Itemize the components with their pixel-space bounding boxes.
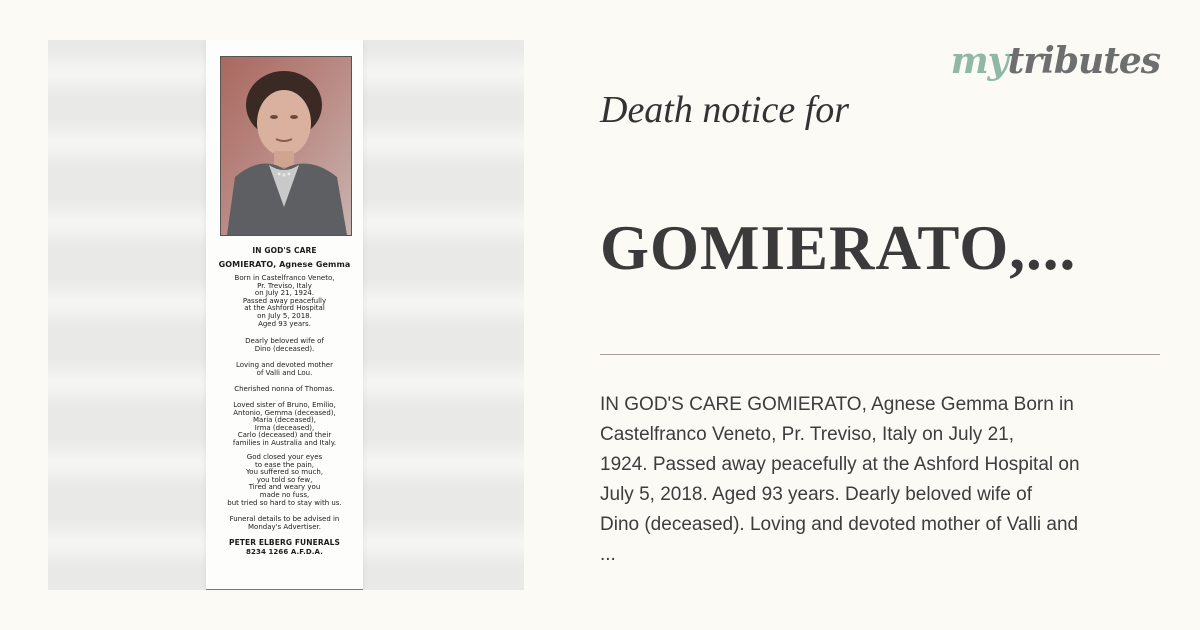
divider <box>600 354 1160 355</box>
excerpt-line: IN GOD'S CARE GOMIERATO, Agnese Gemma Born in <box>600 394 1074 415</box>
excerpt-line: 1924. Passed away peacefully at the Ashford Hospital on <box>600 454 1080 475</box>
mytributes-logo[interactable] <box>951 40 1160 82</box>
notice-image <box>48 40 524 590</box>
logo-prefix: my <box>950 40 1008 82</box>
deceased-name: GOMIERATO,... <box>600 213 1077 283</box>
notice-nonna-block: Cherished nonna of Thomas. <box>234 385 335 393</box>
excerpt-line: Castelfranco Veneto, Pr. Treviso, Italy on July 21, <box>600 424 1014 445</box>
notice-name: GOMIERATO, Agnese Gemma <box>218 260 351 269</box>
logo-suffix: tributes <box>1007 40 1160 82</box>
excerpt-line: Dino (deceased). Loving and devoted mother of Valli and <box>600 514 1079 535</box>
notice-header: IN GOD'S CARE <box>252 246 317 255</box>
page-heading: Death notice for <box>600 89 850 131</box>
clipping-bottom-rule <box>206 589 363 590</box>
notice-wife-block: Dearly beloved wife of Dino (deceased). <box>245 337 324 353</box>
excerpt-line: ... <box>600 544 616 565</box>
notice-birth-block: Born in Castelfranco Veneto, Pr. Treviso, Italy on July 21, 1924. Passed away peacefully at the Ashford Hospital on July 5, 2018. Aged 93 years. <box>234 274 335 328</box>
notice-funeral-block: Funeral details to be advised in Monday's Advertiser. <box>229 515 340 531</box>
notice-clipping <box>206 40 363 590</box>
excerpt-line: July 5, 2018. Aged 93 years. Dearly beloved wife of <box>600 484 1032 505</box>
portrait-photo <box>220 56 352 236</box>
notice-mother-block: Loving and devoted mother of Valli and Lou. <box>235 361 333 377</box>
notice-director-contact: 8234 1266 A.F.D.A. <box>246 548 323 556</box>
notice-poem-block: God closed your eyes to ease the pain, You suffered so much, you told so few, Tired and weary you made no fuss, but tried so hard to stay with us. <box>227 453 342 507</box>
notice-director: PETER ELBERG FUNERALS <box>228 538 340 547</box>
notice-excerpt <box>600 390 1180 570</box>
notice-sister-block: Loved sister of Bruno, Emilio, Antonio, Gemma (deceased), Maria (deceased), Irma (deceased), Carlo (deceased) and their families in Australia and Italy. <box>232 401 337 447</box>
